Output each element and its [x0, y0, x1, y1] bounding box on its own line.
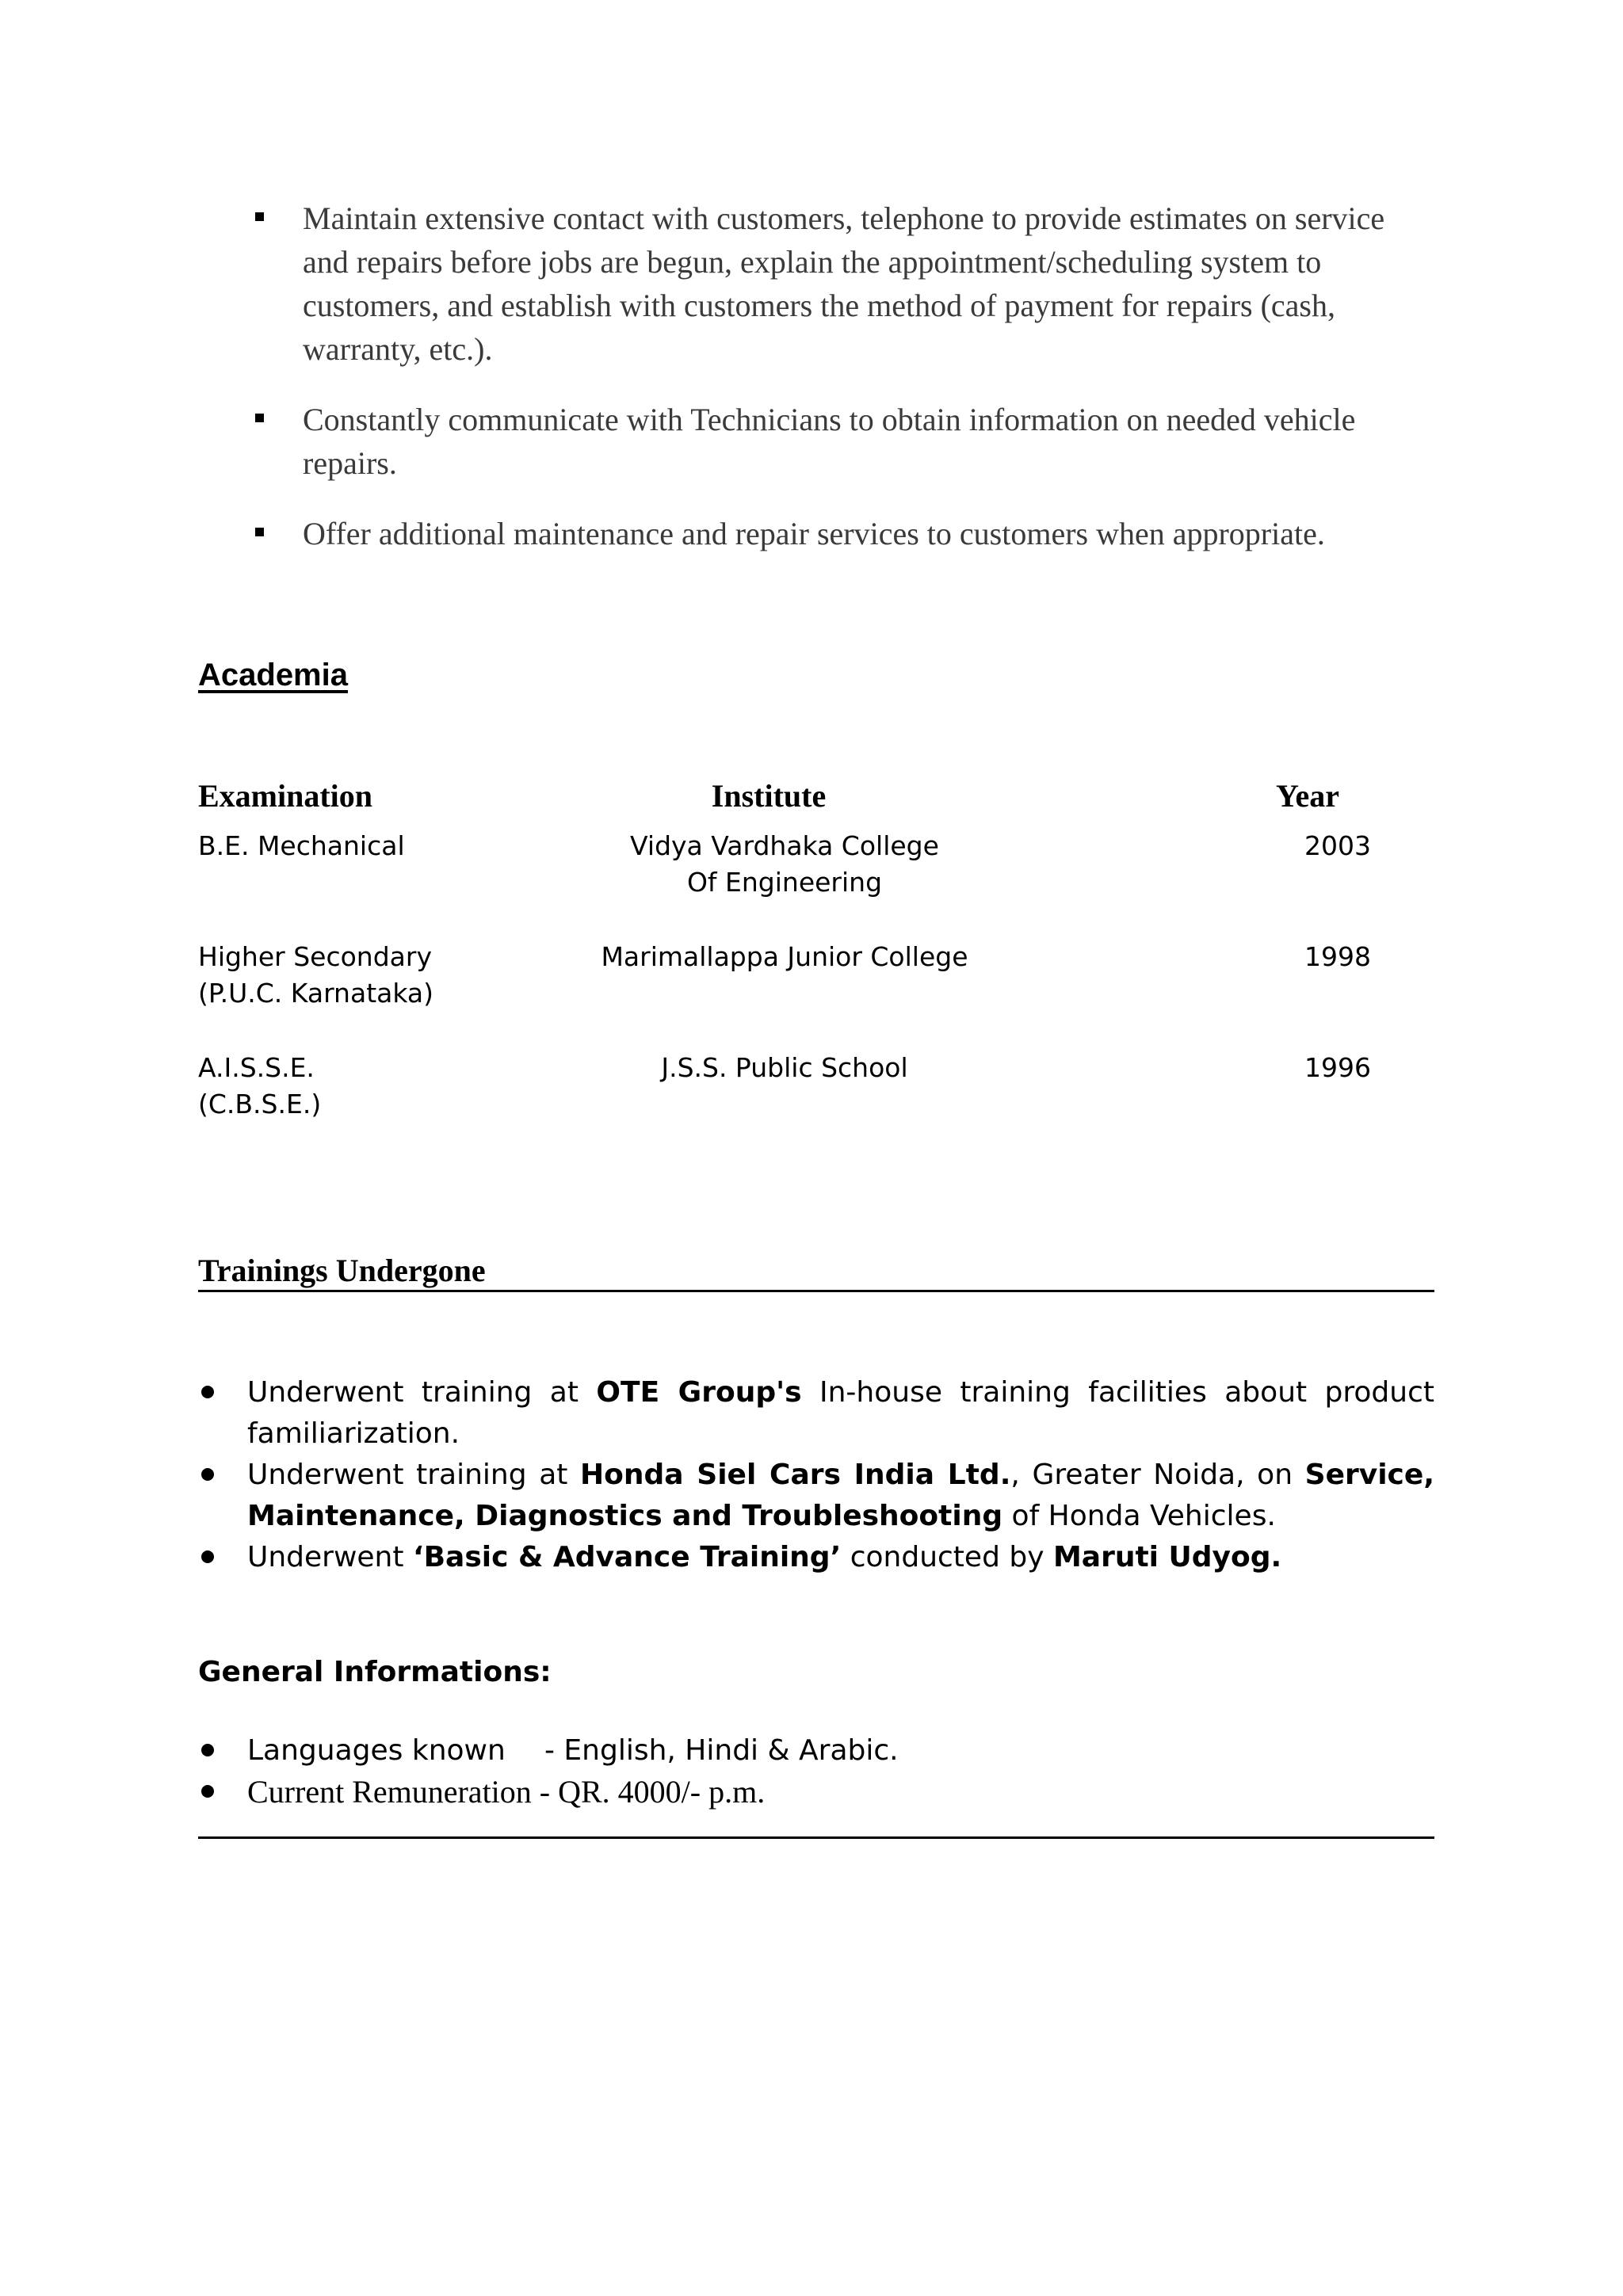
footer-divider: [198, 1836, 1434, 1839]
exam-cell: B.E. Mechanical: [198, 830, 405, 861]
year-cell: 1996: [1304, 1052, 1371, 1083]
academia-row: [198, 1050, 1371, 1161]
bullet-icon: [201, 1744, 214, 1756]
bullet-icon: [201, 1785, 214, 1798]
institute-cell: J.S.S. Public School: [661, 1052, 908, 1083]
responsibility-item: Maintain extensive contact with customers, telephone to provide estimates on service and repairs before jobs are begun, explain the appointment/scheduling system to customers, and establish with customers the method of payment for repairs (cash, warranty, etc.).: [198, 196, 1434, 371]
training-item: Underwent training at Honda Siel Cars India Ltd., Greater Noida, on Service, Maintenance, Diagnostics and Troubleshooting of Honda Vehicles.: [198, 1455, 1434, 1537]
academia-heading: Academia: [198, 658, 348, 692]
exam-cell: A.I.S.S.E. (C.B.S.E.): [198, 1052, 322, 1119]
languages-value: - English, Hindi & Arabic.: [544, 1734, 899, 1767]
square-bullet-icon: [255, 414, 264, 422]
bullet-icon: [201, 1550, 214, 1563]
square-bullet-icon: [255, 212, 264, 221]
general-info-list: [198, 1730, 1434, 1814]
academia-row: [198, 939, 1371, 1050]
header-institute: Institute: [711, 778, 827, 814]
responsibility-item: Offer additional maintenance and repair services to customers when appropriate.: [198, 512, 1434, 555]
year-cell: 2003: [1304, 830, 1371, 861]
institute-cell: Vidya Vardhaka College Of Engineering: [630, 830, 939, 898]
year-cell: 1998: [1304, 941, 1371, 972]
general-info-heading: General Informations:: [198, 1656, 552, 1688]
square-bullet-icon: [255, 528, 264, 536]
responsibility-item: Constantly communicate with Technicians to obtain information on needed vehicle repairs.: [198, 398, 1434, 485]
responsibilities-list: [198, 196, 1434, 582]
training-item: Underwent training at OTE Group's In-house training facilities about product familiarization.: [198, 1372, 1434, 1455]
remuneration-item: [198, 1772, 1434, 1814]
trainings-list: [198, 1372, 1434, 1578]
bullet-icon: [201, 1468, 214, 1481]
exam-cell: Higher Secondary (P.U.C. Karnataka): [198, 941, 433, 1009]
academia-row: [198, 828, 1371, 939]
languages-label: Languages known: [247, 1734, 506, 1767]
remuneration-text: Current Remuneration - QR. 4000/- p.m.: [247, 1774, 766, 1810]
header-year: Year: [1276, 778, 1339, 814]
academia-table: [198, 772, 1371, 1161]
languages-item: [198, 1730, 1434, 1772]
header-examination: Examination: [198, 778, 373, 814]
trainings-heading: Trainings Undergone: [198, 1253, 486, 1288]
academia-table-header: [198, 772, 1371, 828]
trainings-divider: [198, 1290, 1434, 1292]
institute-cell: Marimallappa Junior College: [601, 941, 968, 972]
training-item: Underwent ‘Basic & Advance Training’ conducted by Maruti Udyog.: [198, 1537, 1434, 1578]
bullet-icon: [201, 1386, 214, 1398]
